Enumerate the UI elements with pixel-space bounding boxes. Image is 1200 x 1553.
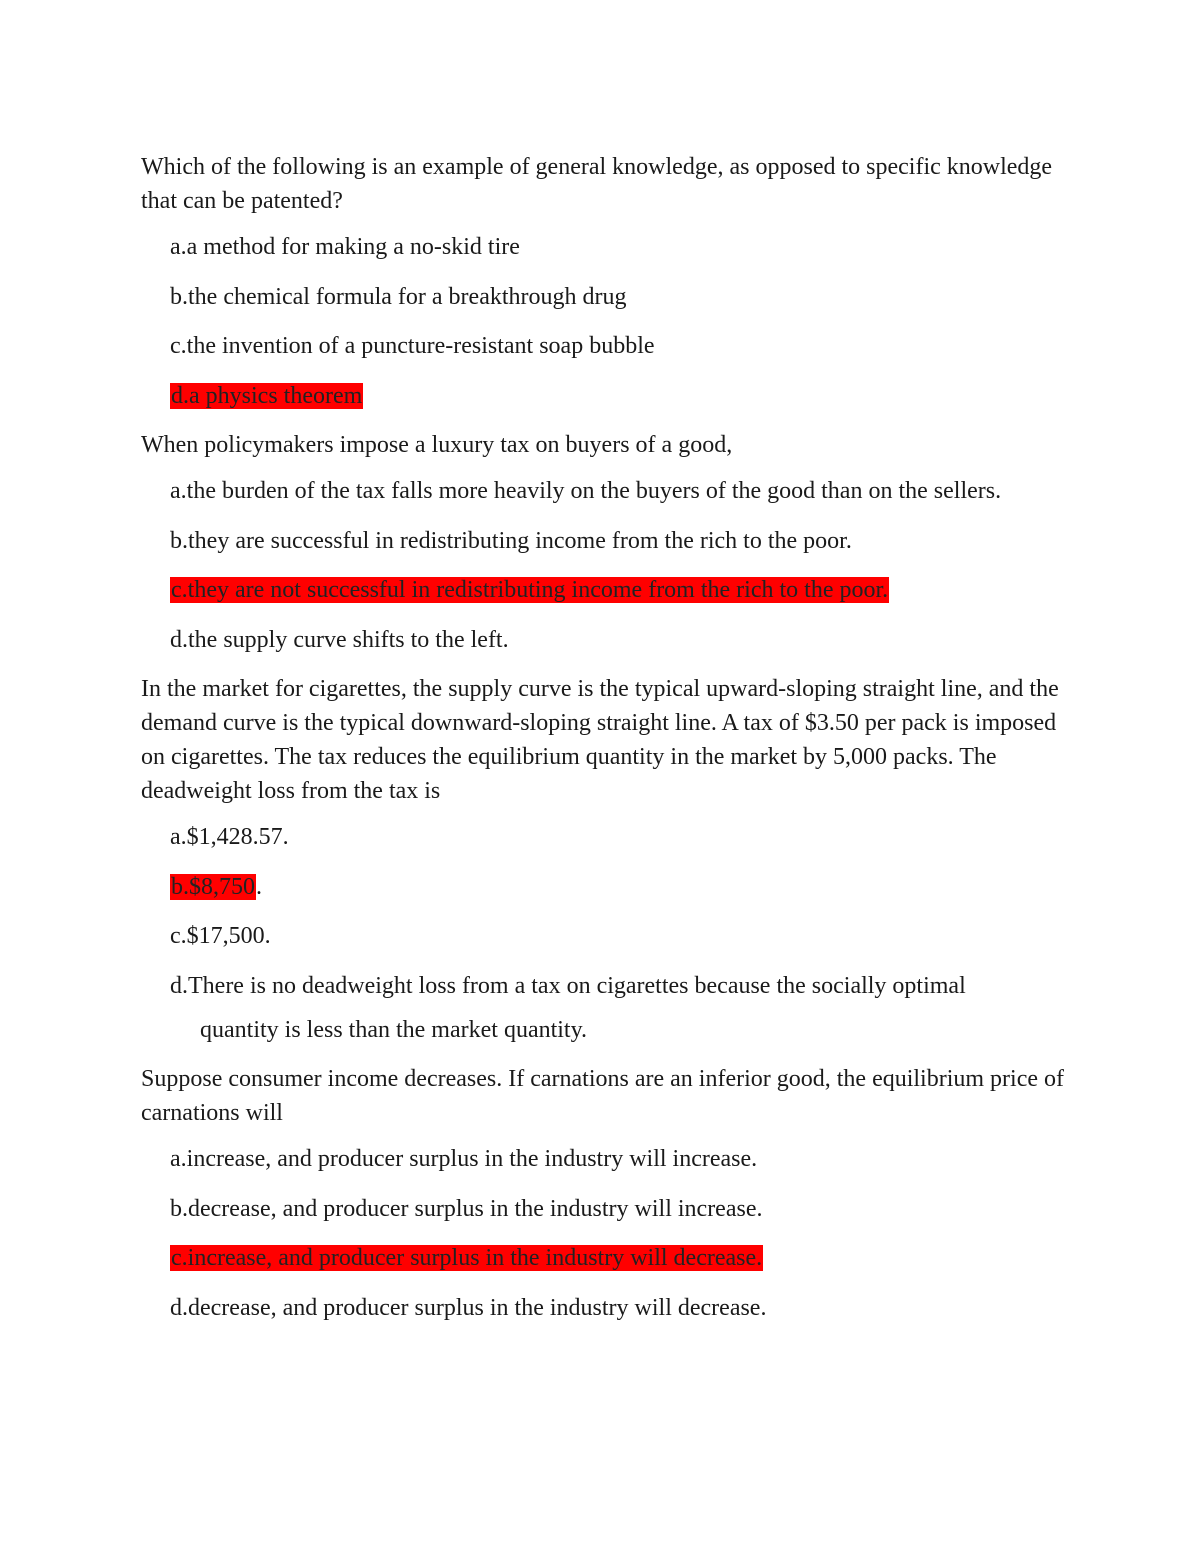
question-4-option-a xyxy=(170,1142,1081,1176)
highlighted-answer: d.a physics theorem xyxy=(171,382,363,409)
question-4-option-b xyxy=(170,1192,1081,1226)
question-3-option-c xyxy=(170,919,1081,953)
document-page xyxy=(141,150,1081,1340)
question-block-3 xyxy=(141,672,1081,1047)
option-label: c.the invention of a puncture-resistant soap bubble xyxy=(170,333,655,359)
option-label: c.$17,500. xyxy=(170,923,271,949)
option-label: a.$1,428.57. xyxy=(170,824,289,850)
question-2-text: When policymakers impose a luxury tax on buyers of a good, xyxy=(141,432,733,458)
question-1-option-b xyxy=(170,280,1081,314)
question-3-option-a xyxy=(170,820,1081,854)
option-continuation: quantity is less than the market quantity. xyxy=(200,1016,588,1043)
question-1-option-d-highlighted xyxy=(170,379,1081,413)
question-2-option-d xyxy=(170,623,1081,657)
highlighted-answer: c.they are not successful in redistributing income from the rich to the poor. xyxy=(171,577,889,603)
question-3-option-b-highlighted xyxy=(170,870,1081,904)
option-label: d.the supply curve shifts to the left. xyxy=(170,626,509,653)
option-label: b.decrease, and producer surplus in the industry will increase. xyxy=(170,1195,763,1222)
question-4-option-c-highlighted xyxy=(170,1241,1081,1275)
option-label: d.There is no deadweight loss from a tax on cigarettes because the socially optimal xyxy=(170,972,966,999)
question-3-option-d xyxy=(170,969,1081,1047)
option-label: b.the chemical formula for a breakthrough drug xyxy=(170,283,627,310)
question-block-2 xyxy=(141,428,1081,657)
option-label: a.the burden of the tax falls more heavily on the buyers of the good than on the sellers. xyxy=(170,478,1002,504)
option-label: d.decrease, and producer surplus in the industry will decrease. xyxy=(170,1294,767,1321)
option-label: b.they are successful in redistributing income from the rich to the poor. xyxy=(170,527,852,554)
question-3-text: In the market for cigarettes, the supply curve is the typical upward-sloping straight line, and the demand curve is the typical downward-sloping straight line. A tax of $3.50 per pack is imposed on cigarettes. The tax reduces the equilibrium quantity in the market by 5,000 packs. The deadweight loss from the tax is xyxy=(141,676,1059,804)
question-2-option-a xyxy=(170,474,1081,508)
question-4-text: Suppose consumer income decreases. If carnations are an inferior good, the equilibrium price of carnations will xyxy=(141,1066,1065,1126)
highlighted-answer: b.$8,750 xyxy=(171,873,255,900)
option-label: a.increase, and producer surplus in the industry will increase. xyxy=(170,1146,758,1172)
option-suffix: . xyxy=(256,873,262,900)
question-1-text: Which of the following is an example of general knowledge, as opposed to specific knowledge that can be patented? xyxy=(141,154,1053,214)
option-label: a.a method for making a no-skid tire xyxy=(170,234,520,260)
question-1-option-a xyxy=(170,230,1081,264)
question-2-option-c-highlighted xyxy=(170,573,1081,607)
question-block-1 xyxy=(141,150,1081,413)
question-4-option-d xyxy=(170,1291,1081,1325)
question-block-4 xyxy=(141,1062,1081,1325)
question-2-option-b xyxy=(170,524,1081,558)
highlighted-answer: c.increase, and producer surplus in the industry will decrease. xyxy=(171,1245,763,1271)
question-1-option-c xyxy=(170,329,1081,363)
